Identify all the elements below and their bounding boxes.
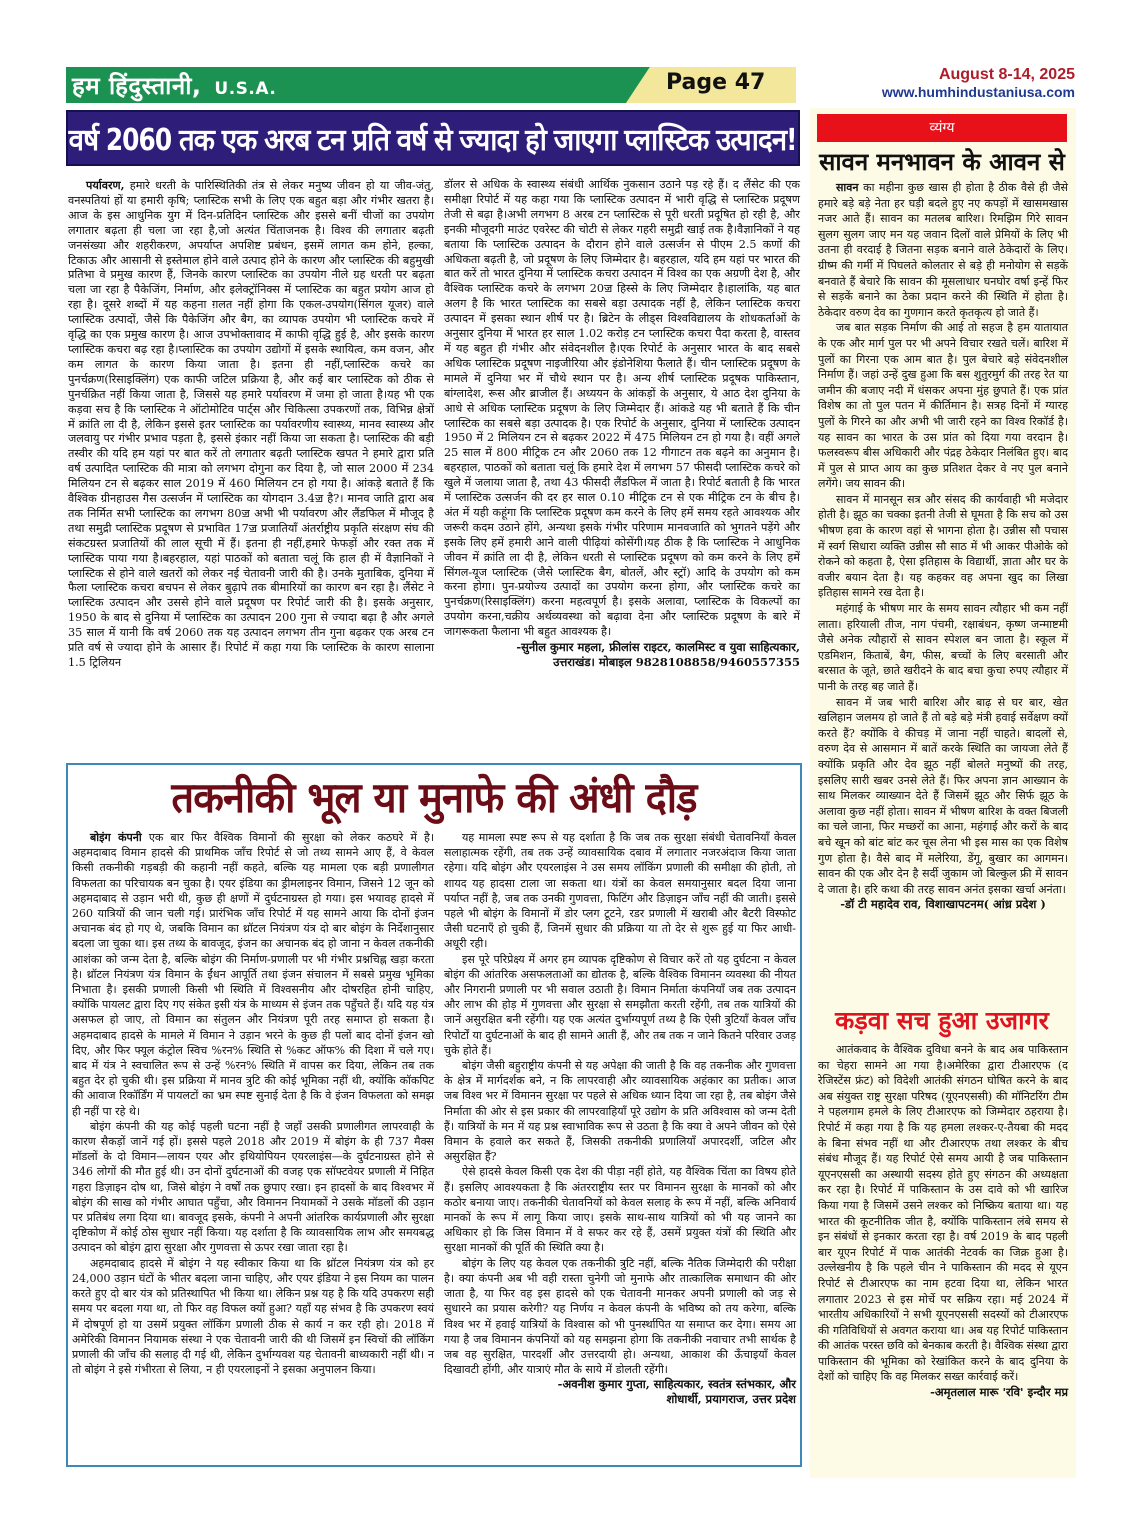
article1-column-2	[444, 178, 800, 670]
article2-paragraph: ऐसे हादसे केवल किसी एक देश की पीड़ा नहीं होते, यह वैश्विक चिंता का विषय होते हैं। इसलिए आवश्यकता है कि अंतरराष्ट्रीय स्तर पर विमानन सुरक्षा के मानकों को और कठोर बनाया जाए। तकनीकी चेतावनियों को केवल सलाह के रूप में नहीं, बल्कि अनिवार्य मानकों के रूप में लागू किया जाए। इसके साथ-साथ यात्रियों को भी यह जानने का अधिकार हो कि जिस विमान में वे सफर कर रहे हैं, उसमें प्रयुक्त यंत्रों की स्थिति और सुरक्षा मानकों की पूर्ति की स्थिति क्या है।	[444, 1165, 796, 1255]
editorial-body	[818, 1042, 1068, 1400]
article2-paragraph: बोइंग जैसी बहुराष्ट्रीय कंपनी से यह अपेक्षा की जाती है कि वह तकनीक और गुणवत्ता के क्षेत्र में मार्गदर्शक बने, न कि लापरवाही और व्यावसायिक अहंकार का प्रतीक। आज जब विश्व भर में विमानन सुरक्षा पर पहले से अधिक ध्यान दिया जा रहा है, तब बोइंग जैसे निर्माता की ओर से इस प्रकार की लापरवाहियाँ पूरे उद्योग के प्रति अविश्वास को जन्म देती हैं। यात्रियों के मन में यह प्रश्न स्वाभाविक रूप से उठता है कि क्या वे अपने जीवन को ऐसे विमान के हवाले कर सकते हैं, जिसकी तकनीकी प्रणालियाँ अपारदर्शी, जटिल और असुरक्षित हैं?	[444, 1059, 796, 1164]
article1-lead-word: पर्यावरण,	[86, 178, 125, 192]
article2-column-2	[444, 830, 796, 1407]
satire-paragraph: जब बात सड़क निर्माण की आई तो सहज है हम यातायात के एक और मार्ग पुल पर भी अपने विचार रखते चलें। बारिश में पुलों का गिरना एक आम बात है। पुल बेचारे बड़े संवेदनशील निर्माण हैं। जहां उन्हें दुख हुआ कि बस शुतुरमुर्ग की तरह रेत या जमीन की बजाए नदी में धंसकर अपना मुंह छुपाते हैं। एक प्रांत विशेष का तो पुल पतन में कीर्तिमान है। सत्रह दिनों में ग्यारह पुलों के गिरने का और अभी भी जारी रहने का विश्व रिकॉर्ड है। यह सावन का भारत के उस प्रांत को दिया गया वरदान है। फलस्वरूप बीस अधिकारी और पंद्रह ठेकेदार निलंबित हुए। बाद में पुल से प्राप्त आय का कुछ प्रतिशत देकर वे नए पुल बनाने लगेंगे। जय सावन की।	[818, 321, 1068, 491]
masthead	[66, 67, 796, 103]
article1-col1-text: हमारे धरती के पारिस्थितिकी तंत्र से लेकर मनुष्य जीवन हो या जीव-जंतु, वनस्पतियां हों या हमारी कृषि; प्लास्टिक सभी के लिए एक बहुत बड़ा और गंभीर खतरा है। आज के इस आधुनिक युग में दिन-प्रतिदिन प्लास्टिक और इससे बनीं चीजों का उपयोग लगातार बढ़ता ही चला जा रहा है,जो अत्यंत चिंताजनक है। विश्व की लगातार बढ़ती जनसंख्या और शहरीकरण, अपर्याप्त अपशिष्ट प्रबंधन, इसमें लागत कम होने, हल्का, टिकाऊ और आसानी से इस्तेमाल होने वाले उत्पाद होने के कारण और प्लास्टिक की बहुमुखी प्रतिभा वे प्रमुख कारण हैं, जिनके कारण प्लास्टिक का उपयोग नीले ग्रह धरती पर बढ़ता चला जा रहा है पैकेजिंग, निर्माण, और इलेक्ट्रॉनिक्स में प्लास्टिक का बहुत प्रयोग आज हो रहा है। दूसरे शब्दों में यह कहना ग़लत नहीं होगा कि एकल-उपयोग(सिंगल यूजर) वाले प्लास्टिक उत्पादों, जैसे कि पैकेजिंग और बैग, का व्यापक उपयोग भी प्लास्टिक कचरे में वृद्धि का एक प्रमुख कारण है। आज उपभोक्तावाद में काफी वृद्धि हुई है, और इसके कारण प्लास्टिक कचरा बढ़ रहा है।प्लास्टिक का उपयोग उद्योगों में इसके स्थायित्व, कम वजन, और कम लागत के कारण किया जाता है। इतना ही नहीं,प्लास्टिक कचरे का पुनर्चक्रण(रिसाइक्लिंग) एक काफी जटिल प्रक्रिया है, और कई बार प्लास्टिक को ठीक से पुनर्चक्रित नहीं किया जाता है, जिससे यह हमारे पर्यावरण में जमा हो जाता है।यह भी एक कड़वा सच है कि प्लास्टिक ने ऑटोमोटिव पार्ट्स और चिकित्सा उपकरणों तक, विभिन्न क्षेत्रों में क्रांति ला दी है, लेकिन इससे इतर प्लास्टिक का पर्यावरणीय स्वास्थ्य, मानव स्वास्थ्य और जलवायु पर गंभीर प्रभाव पड़ता है, इससे इंकार नहीं किया जा सकता है। प्लास्टिक की बड़ी तस्वीर की यदि हम यहां पर बात करें तो लगातार बढ़ती प्लास्टिक खपत ने हमारे द्वारा प्रति वर्ष उत्पादित प्लास्टिक की मात्रा को लगभग दोगुना कर दिया है, जो साल 2000 में 234 मिलियन टन से बढ़कर साल 2019 में 460 मिलियन टन हो गया है। आंकड़े बताते हैं कि वैश्विक ग्रीनहाउस गैस उत्सर्जन में प्लास्टिक का योगदान 3.4ॼ है?। मानव जाति द्वारा अब तक निर्मित सभी प्लास्टिक का लगभग 80ॼ अभी भी पर्यावरण और लैंडफिल में मौजूद है तथा समुद्री प्लास्टिक प्रदूषण से प्रभावित 17ॼ प्रजातियाँ अंतर्राष्ट्रीय प्रकृति संरक्षण संघ की संकटग्रस्त प्रजातियों की लाल सूची में हैं। इतना ही नहीं,हमारे फेफड़ों और रक्त तक में प्लास्टिक पाया गया है।बहरहाल, यहां पाठकों को बताता चलूं कि हाल ही में वैज्ञानिकों ने प्लास्टिक से होने वाले खतरों को लेकर नई चेतावनी जारी की है। उनके मुताबिक, दुनिया में फैला प्लास्टिक कचरा बचपन से लेकर बुढ़ापे तक बीमारियों का कारण बन रहा है। लैंसेट ने प्लास्टिक उत्पादन और उससे होने वाले प्रदूषण पर रिपोर्ट जारी की है। इसके अनुसार, 1950 के बाद से दुनिया में प्लास्टिक का उत्पादन 200 गुना से ज्यादा बढ़ा है और अगले 35 साल में यानी कि वर्ष 2060 तक यह उत्पादन लगभग तीन गुना बढ़कर एक अरब टन प्रति वर्ष से ज्यादा होने के आसार हैं। रिपोर्ट में कहा गया कि प्लास्टिक के कारण सालाना 1.5 ट्रिलियन	[68, 179, 434, 669]
article2-paragraph: यह मामला स्पष्ट रूप से यह दर्शाता है कि जब तक सुरक्षा संबंधी चेतावनियाँ केवल सलाहात्मक रहेंगी, तब तक उन्हें व्यावसायिक दबाव में लगातार नजरअंदाज किया जाता रहेगा। यदि बोइंग और एयरलाइंस ने उस समय लॉकिंग प्रणाली की समीक्षा की होती, तो शायद यह हादसा टाला जा सकता था। यंत्रों का केवल समयानुसार बदल दिया जाना पर्याप्त नहीं है, जब तक उनकी गुणवत्ता, फिटिंग और डिज़ाइन जाँच नहीं की जाती। इससे पहले भी बोइंग के विमानों में डोर प्लग टूटने, रडर प्रणाली में खराबी और बैटरी विस्फोट जैसी घटनाएँ हो चुकी हैं, जिनमें सुधार की प्रक्रिया या तो देर से शुरू हुई या फिर आधी-अधूरी रही।	[444, 831, 796, 951]
article2-column-1	[72, 830, 434, 1377]
article1-headline: वर्ष 2060 तक एक अरब टन प्रति वर्ष से ज्यादा हो जाएगा प्लास्टिक उत्पादन!	[69, 122, 797, 158]
editorial-paragraph: आतंकवाद के वैश्विक दुविधा बनने के बाद अब पाकिस्तान का चेहरा सामने आ गया है।अमेरिका द्वारा टीआरएफ (द रेजिस्टेंस फ्रंट) को विदेशी आतंकी संगठन घोषित करने के बाद अब संयुक्त राष्ट्र सुरक्षा परिषद (यूएनएससी) की मॉनिटरिंग टीम ने पहलगाम हमले के लिए टीआरएफ को जिम्मेदार ठहराया है। रिपोर्ट में कहा गया है कि यह हमला लश्कर-ए-तैयबा की मदद के बिना संभव नहीं था और टीआरएफ तथा लश्कर के बीच संबंध मौजूद हैं। यह रिपोर्ट ऐसे समय आयी है जब पाकिस्तान यूएनएससी का अस्थायी सदस्य होते हुए संगठन की अध्यक्षता कर रहा है। रिपोर्ट में पाकिस्तान के उस दावे को भी खारिज किया गया है जिसमें उसने लश्कर को निष्क्रिय बताया था। यह भारत की कूटनीतिक जीत है, क्योंकि पाकिस्तान लंबे समय से इन संबंधों से इनकार करता रहा है। वर्ष 2019 के बाद पहली बार यूएन रिपोर्ट में पाक आतंकी नेटवर्क का जिक्र हुआ है। उल्लेखनीय है कि पहले चीन ने पाकिस्तान की मदद से यूएन रिपोर्ट से टीआरएफ का नाम हटवा दिया था, लेकिन भारत लगातार 2023 से इस मोर्चे पर सक्रिय रहा। मई 2024 में भारतीय अधिकारियों ने सभी यूएनएससी सदस्यों को टीआरएफ की गतिविधियों से अवगत कराया था। अब यह रिपोर्ट पाकिस्तान की आतंक परस्त छवि को बेनकाब करती है। वैश्विक संस्था द्वारा पाकिस्तान की भूमिका को रेखांकित करने के बाद दुनिया के देशों को चाहिए कि वह मिलकर सख्त कार्रवाई करें।	[818, 1043, 1068, 1384]
satire-section-label: व्यंग्य	[817, 114, 1067, 142]
article1-byline-line1: -सुनील कुमार महला, फ्रीलांस राइटर, कालमिस्ट व युवा साहित्यकार,	[516, 640, 800, 655]
article1-byline	[444, 640, 800, 670]
editorial-headline: कड़वा सच हुआ उजागर	[835, 1006, 1049, 1035]
satire-byline: -डॉ टी महादेव राव, विशाखापटनम( आंध्र प्रदेश )	[840, 897, 1046, 912]
satire-paragraph-text: का महीना कुछ खास ही होता है ठीक वैसे ही जैसे हमारे बड़े बड़े नेता हर घड़ी बदले हुए नए कपड़ों में खासमखास नजर आते हैं। सावन का मतलब बारिश। रिमझिम गिरे सावन सुलग सुलग जाए मन यह जवान दिलों वाले प्रेमियों के लिए भी उतना ही वरदाई है जितना सड़क बनाने वाले ठेकेदारों के लिए। ग्रीष्म की गर्मी में पिघलते कोलतार से बड़े ही मनोयोग से सड़कें बनवाते हैं बेचारे कि सावन की मूसलाधार घनघोर वर्षा इन्हें फिर से सड़कें बनाने का ठेका प्रदान करने की स्थिति में होता है। ठेकेदार वरुण देव का गुणगान करते कृतकृत्य हो जाते हैं।	[818, 181, 1068, 319]
article1-col2-text: डॉलर से अधिक के स्वास्थ्य संबंधी आर्थिक नुकसान उठाने पड़ रहे हैं। द लैंसेट की एक समीक्षा रिपोर्ट में यह कहा गया कि प्लास्टिक उत्पादन में भारी वृद्धि से प्लास्टिक प्रदूषण तेजी से बढ़ा है।अभी लगभग 8 अरब टन प्लास्टिक से पूरी धरती प्रदूषित हो रही है, और इनकी मौजूदगी माउंट एवरेस्ट की चोटी से लेकर गहरी समुद्री खाई तक है।वैज्ञानिकों ने यह बताया कि प्लास्टिक उत्पादन के दौरान होने वाले उत्सर्जन से पीएम 2.5 कणों की अधिकता बढ़ती है, जो प्रदूषण के लिए जिम्मेदार है। बहरहाल, यदि हम यहां पर भारत की बात करें तो भारत दुनिया में प्लास्टिक कचरा उत्पादन में विश्व का एक अग्रणी देश है, और वैश्विक प्लास्टिक कचरे के लगभग 20ॼ हिस्से के लिए जिम्मेदार है।हालांकि, यह बात अलग है कि भारत प्लास्टिक का सबसे बड़ा उत्पादक नहीं है, लेकिन प्लास्टिक कचरा उत्पादन में इसका स्थान शीर्ष पर है। ब्रिटेन के लीड्स विश्वविद्यालय के शोधकर्ताओं के अनुसार दुनिया में भारत हर साल 1.02 करोड़ टन प्लास्टिक कचरा पैदा करता है, वास्तव में यह बहुत ही गंभीर और संवेदनशील है।एक रिपोर्ट के अनुसार भारत के बाद सबसे अधिक प्लास्टिक प्रदूषण नाइजीरिया और इंडोनेशिया फैलाते हैं। चीन प्लास्टिक प्रदूषण के मामले में दुनिया भर में चौथे स्थान पर है। अन्य शीर्ष प्लास्टिक प्रदूषक पाकिस्तान, बांग्लादेश, रूस और ब्राजील हैं। अध्ययन के आंकड़ों के अनुसार, ये आठ देश दुनिया के आधे से अधिक प्लास्टिक प्रदूषण के लिए जिम्मेदार हैं। आंकडे यह भी बताते हैं कि चीन प्लास्टिक का सबसे बड़ा उत्पादक है। एक रिपोर्ट के अनुसार, दुनिया में प्लास्टिक उत्पादन 1950 में 2 मिलियन टन से बढ़कर 2022 में 475 मिलियन टन हो गया है। वहीं अगले 25 साल में 800 मीट्रिक टन और 2060 तक 12 गीगाटन तक बढ़ने का अनुमान है। बहरहाल, पाठकों को बताता चलूं कि हमारे देश में लगभग 57 फीसदी प्लास्टिक कचरे को खुले में जलाया जाता है, तथा 43 फीसदी लैंडफिल में जाता है। रिपोर्ट बताती है कि भारत में प्लास्टिक उत्सर्जन की दर हर साल 0.10 मीट्रिक टन से एक मीट्रिक टन के बीच है। अंत में यही कहूंगा कि प्लास्टिक प्रदूषण कम करने के लिए हमें समय रहते आवश्यक और जरूरी कदम उठाने होंगे, अन्यथा इसके गंभीर परिणाम मानवजाति को भुगतने पड़ेंगे और इसके लिए हमें हमारी आने वाली पीढ़ियां कोसेंगी।यह ठीक है कि प्लास्टिक ने आधुनिक जीवन में क्रांति ला दी है, लेकिन धरती से प्लास्टिक प्रदूषण को कम करने के लिए हमें सिंगल-यूज प्लास्टिक (जैसे प्लास्टिक बैग, बोतलें, और स्ट्रॉ) आदि के उपयोग को कम करना होगा। पुन-प्रयोज्य उत्पादों का उपयोग करना होगा, और प्लास्टिक कचरे का पुनर्चक्रण(रिसाइक्लिंग) करना महत्वपूर्ण है। इसके अलावा, प्लास्टिक के विकल्पों का उपयोग करना,चक्रीय अर्थव्यवस्था को बढ़ावा देना और प्लास्टिक प्रदूषण के बारे में जागरूकता फैलाना भी बहुत आवश्यक है।	[444, 178, 800, 639]
newspaper-name-suffix: U.S.A.	[214, 79, 277, 99]
newspaper-name-text: हम हिंदुस्तानी,	[72, 72, 202, 100]
dateline	[882, 66, 1075, 100]
article2-lead-word: बोइंग कंपनी	[90, 831, 142, 844]
editorial-byline: -अमृतलाल मारू 'रवि' इन्दौर मप्र	[930, 1385, 1068, 1400]
article2-paragraph: इस पूरे परिप्रेक्ष्य में अगर हम व्यापक दृष्टिकोण से विचार करें तो यह दुर्घटना न केवल बोइंग की आंतरिक असफलताओं का द्योतक है, बल्कि वैश्विक विमानन व्यवस्था की नीयत और निगरानी प्रणाली पर भी सवाल उठाती है। विमान निर्माता कंपनियाँ जब तक उत्पादन और लाभ की होड़ में गुणवत्ता और सुरक्षा से समझौता करती रहेंगी, तब तक यात्रियों की जानें असुरक्षित बनी रहेंगी। यह एक अत्यंत दुर्भाग्यपूर्ण तथ्य है कि ऐसी त्रुटियाँ केवल जाँच रिपोर्टों या दुर्घटनाओं के बाद ही सामने आती हैं, और तब तक न जाने कितने परिवार उजड़ चुके होते हैं।	[444, 952, 796, 1057]
website-link[interactable]: www.humhindustaniusa.com	[881, 84, 1075, 100]
page-number: Page 47	[666, 70, 766, 95]
article2-paragraph: बोइंग के लिए यह केवल एक तकनीकी त्रुटि नहीं, बल्कि नैतिक जिम्मेदारी की परीक्षा है। क्या कंपनी अब भी वही रास्ता चुनेगी जो मुनाफे और तात्कालिक समाधान की ओर जाता है, या फिर वह इस हादसे को एक चेतावनी मानकर अपनी प्रणाली को जड़ से सुधारने का प्रयास करेगी? यह निर्णय न केवल कंपनी के भविष्य को तय करेगा, बल्कि विश्व भर में हवाई यात्रियों के विश्वास को भी पुनर्स्थापित या समाप्त कर देगा। समय आ गया है जब विमानन कंपनियों को यह समझना होगा कि तकनीकी नवाचार तभी सार्थक है जब वह सुरक्षित, पारदर्शी और उत्तरदायी हो। अन्यथा, आकाश की ऊँचाइयाँ केवल दिखावटी होंगी, और यात्राएं मौत के साये में डोलती रहेंगी।	[444, 1256, 796, 1377]
satire-headline: सावन मनभावन के आवन से	[819, 148, 1065, 176]
satire-paragraph: सावन में मानसून सत्र और संसद की कार्यवाही भी मजेदार होती है। झूठ का चक्का इतनी तेजी से घूमता है कि सच को उस भीषण हवा के कारण वहां से भागना होता है। उन्नीस सौ पचास में स्वर्ग सिधारा व्यक्ति उन्नीस सौ साठ में भी आकर पीओके को रोकने को कहता है, ऐसा इतिहास के विद्यार्थी, ज्ञाता और घर के वजीर बयान देता है। यह कहकर वह अपना खुद का लिखा इतिहास सामने रख देता है।	[818, 492, 1068, 600]
satire-paragraph	[818, 180, 1068, 320]
article1-headline-banner	[66, 110, 800, 166]
article2-paragraph	[72, 830, 434, 1119]
article2-byline-line2: शोधार्थी, प्रयागराज, उत्तर प्रदेश	[666, 1392, 796, 1407]
article1-paragraph	[68, 178, 434, 671]
satire-paragraph: महंगाई के भीषण मार के समय सावन त्यौहार भी कम नहीं लाता। हरियाली तीज, नाग पंचमी, रक्षाबंधन, कृष्ण जन्माष्टमी जैसे अनेक त्यौहारों से सावन स्पेशल बन जाता है। स्कूल में एडमिशन, किताबें, बैग, फीस, बच्चों के लिए बरसाती और बरसात के जूते, छाते खरीदने के बाद बचा कुचा रुपए त्यौहार में पानी के तरह बह जाते हैं।	[818, 602, 1068, 693]
satire-paragraph: सावन में जब भारी बारिश और बाढ़ से घर बार, खेत खलिहान जलमय हो जाते हैं तो बड़े बड़े मंत्री हवाई सर्वेक्षण क्यों करते हैं? क्योंकि वे कीचड़ में जाना नहीं चाहते। बादलों से, वरुण देव से आसमान में बातें करके स्थिति का जायजा लेते हैं क्योंकि प्रकृति और देव झूठ नहीं बोलते मनुष्यों की तरह, इसलिए सारी खबर उनसे लेते हैं। फिर अपना ज्ञान आख्यान के साथ मिलकर व्याख्यान देते हैं जिसमें झूठ और सिर्फ झूठ के अलावा कुछ नहीं होता। सावन में भीषण बारिश के वक्त बिजली का चले जाना, फिर मच्छरों का आना, महंगाई और करों के बाद बचे खून को बांट बांट कर चूस लेना भी इस मास का एक विशेष गुण होता है। वैसे बाद में मलेरिया, डेंगू, बुखार का आगमन। सावन की एक और देन है सर्दी जुकाम जो बिल्कुल फ्री में सावन दे जाता है। हरि कथा की तरह सावन अनंत इसका खर्चा अनंता।	[818, 695, 1068, 896]
newspaper-name	[72, 69, 276, 102]
article2-headline: तकनीकी भूल या मुनाफे की अंधी दौड़	[171, 773, 697, 822]
issue-date: August 8-14, 2025	[938, 66, 1075, 83]
article1-column-1	[68, 178, 434, 671]
article2-paragraph-text: एक बार फिर वैश्विक विमानों की सुरक्षा को लेकर कठघरे में है। अहमदाबाद विमान हादसे की प्राथमिक जाँच रिपोर्ट से जो तथ्य सामने आए हैं, वे केवल किसी तकनीकी गड़बड़ी की कहानी नहीं कहते, बल्कि यह मामला एक बड़ी प्रणालीगत विफलता का परिचायक बन चुका है। एयर इंडिया का ड्रीमलाइनर विमान, जिसने 12 जून को अहमदाबाद से उड़ान भरी थी, कुछ ही क्षणों में दुर्घटनाग्रस्त हो गया। इस भयावह हादसे में 260 यात्रियों की जान चली गई। प्रारंभिक जाँच रिपोर्ट में यह सामने आया कि दोनों इंजन अचानक बंद हो गए थे, जबकि विमान का थ्रॉटल नियंत्रण यंत्र दो बार बोइंग के निर्देशानुसार बदला जा चुका था। इस तथ्य के बावजूद, इंजन का अचानक बंद हो जाना न केवल तकनीकी आशंका को जन्म देता है, बल्कि बोइंग की निर्माण-प्रणाली पर भी गंभीर प्रश्नचिह्न खड़ा करता है। थ्रॉटल नियंत्रण यंत्र विमान के ईंधन आपूर्ति तथा इंजन संचालन में सबसे प्रमुख भूमिका निभाता है। इसकी प्रणाली किसी भी स्थिति में विश्वसनीय और दोषरहित होनी चाहिए, क्योंकि पायलट द्वारा दिए गए संकेत इसी यंत्र के माध्यम से इंजन तक पहुँचते हैं। यदि यह यंत्र असफल हो जाए, तो विमान का संतुलन और नियंत्रण पूरी तरह समाप्त हो सकता है। अहमदाबाद हादसे के मामले में विमान ने उड़ान भरने के कुछ ही पलों बाद दोनों इंजन खो दिए, और फिर फ्यूल कंट्रोल स्विच %रन% स्थिति से %कट ऑफ% की दिशा में चले गए। बाद में यंत्र ने स्वचालित रूप से उन्हें %रन% स्थिति में वापस कर दिया, लेकिन तब तक बहुत देर हो चुकी थी। इस प्रक्रिया में मानव त्रुटि की कोई भूमिका नहीं थी, क्योंकि कॉकपिट की आवाज रिकॉर्डिंग में पायलटों का भ्रम स्पष्ट सुनाई देता है कि वे इंजन विफलता को समझ ही नहीं पा रहे थे।	[72, 831, 434, 1118]
satire-body	[818, 180, 1068, 912]
article2-byline-line1: -अवनीश कुमार गुप्ता, साहित्यकार, स्वतंत्र स्तंभकार, और	[557, 1377, 796, 1392]
article1-byline-line2: उत्तराखंड। मोबाइल 9828108858/9460557355	[553, 655, 800, 670]
article2-paragraph: बोइंग कंपनी की यह कोई पहली घटना नहीं है जहाँ उसकी प्रणालीगत लापरवाही के कारण सैकड़ों जानें गई हों। इससे पहले 2018 और 2019 में बोइंग के ही 737 मैक्स मॉडलों के दो विमान—लायन एयर और इथियोपियन एयरलाइंस—के दुर्घटनाग्रस्त होने से 346 लोगों की मौत हुई थी। उन दोनों दुर्घटनाओं की वजह एक सॉफ्टवेयर प्रणाली में निहित गहरा डिज़ाइन दोष था, जिसे बोइंग ने वर्षों तक छुपाए रखा। इन हादसों के बाद विश्वभर में बोइंग की साख को गंभीर आघात पहुँचा, और विमानन नियामकों ने उसके मॉडलों की उड़ान पर प्रतिबंध लगा दिया था। बावजूद इसके, कंपनी ने अपनी आंतरिक कार्यप्रणाली और सुरक्षा दृष्टिकोण में कोई ठोस सुधार नहीं किया। यह दर्शाता है कि व्यावसायिक लाभ और समयबद्ध उत्पादन को बोइंग द्वारा सुरक्षा और गुणवत्ता से ऊपर रखा जाता रहा है।	[72, 1119, 434, 1255]
satire-lead-word: सावन	[836, 181, 859, 194]
article2-paragraph: अहमदाबाद हादसे में बोइंग ने यह स्वीकार किया था कि थ्रॉटल नियंत्रण यंत्र को हर 24,000 उड़ान घंटों के भीतर बदला जाना चाहिए, और एयर इंडिया ने इस नियम का पालन करते हुए दो बार यंत्र को प्रतिस्थापित भी किया था। लेकिन प्रश्न यह है कि यदि उपकरण सही समय पर बदला गया था, तो फिर वह विफल क्यों हुआ? यहाँ यह संभव है कि उपकरण स्वयं में दोषपूर्ण हो या उसमें प्रयुक्त लॉकिंग प्रणाली ठीक से कार्य न कर रही हो। 2018 में अमेरिकी विमानन नियामक संस्था ने एक चेतावनी जारी की थी जिसमें इन स्विचों की लॉकिंग प्रणाली की जाँच की सलाह दी गई थी, लेकिन दुर्भाग्यवश यह चेतावनी बाध्यकारी नहीं थी। न तो बोइंग ने इसे गंभीरता से लिया, न ही एयरलाइनों ने इसका अनुपालन किया।	[72, 1256, 434, 1377]
article2-byline	[444, 1377, 796, 1407]
